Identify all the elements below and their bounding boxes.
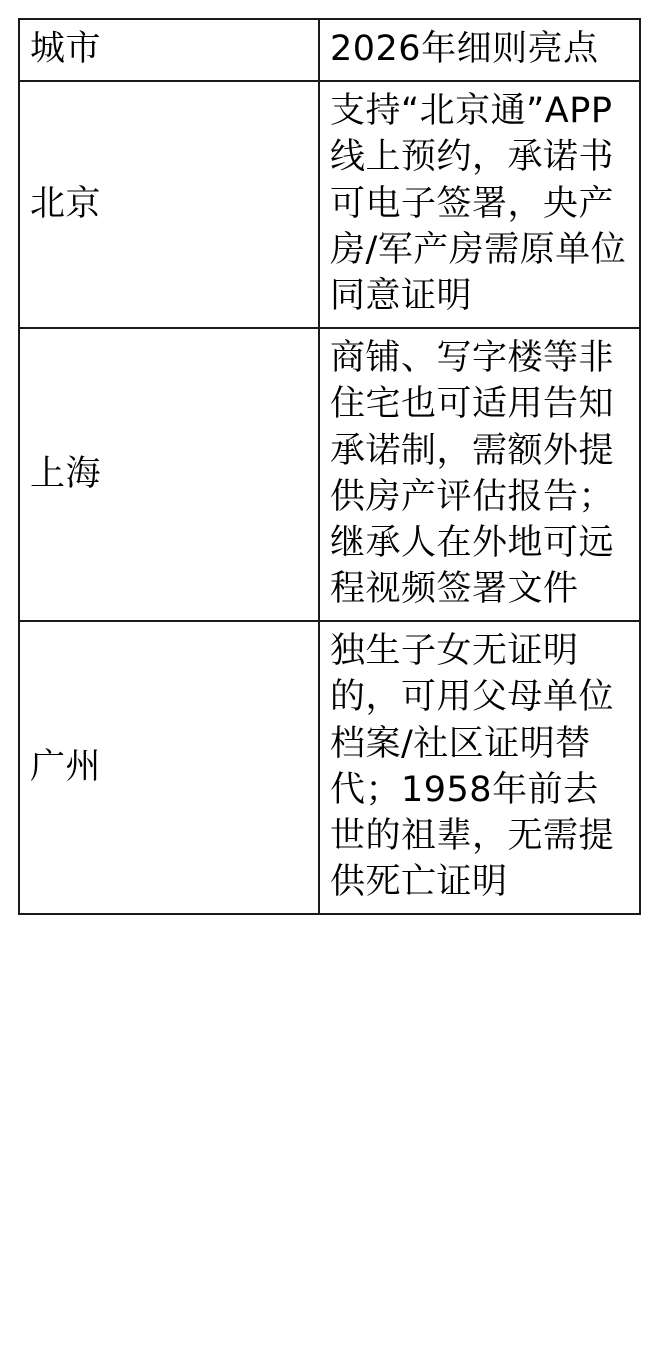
header-cell-detail: 2026年细则亮点 <box>319 19 640 81</box>
cell-city: 广州 <box>19 621 319 914</box>
table-row <box>19 328 640 621</box>
table-header-row <box>19 19 640 81</box>
cell-detail: 独生子女无证明的，可用父母单位档案/社区证明替代；1958年前去世的祖辈，无需提供死亡证明 <box>319 621 640 914</box>
cell-detail: 商铺、写字楼等非住宅也可适用告知承诺制，需额外提供房产评估报告；继承人在外地可远程视频签署文件 <box>319 328 640 621</box>
table-body <box>19 19 640 914</box>
policy-table <box>18 18 641 915</box>
cell-detail: 支持“北京通”APP线上预约，承诺书可电子签署，央产房/军产房需原单位同意证明 <box>319 81 640 328</box>
cell-city: 上海 <box>19 328 319 621</box>
cell-city: 北京 <box>19 81 319 328</box>
table-row <box>19 81 640 328</box>
table-row <box>19 621 640 914</box>
header-cell-city: 城市 <box>19 19 319 81</box>
